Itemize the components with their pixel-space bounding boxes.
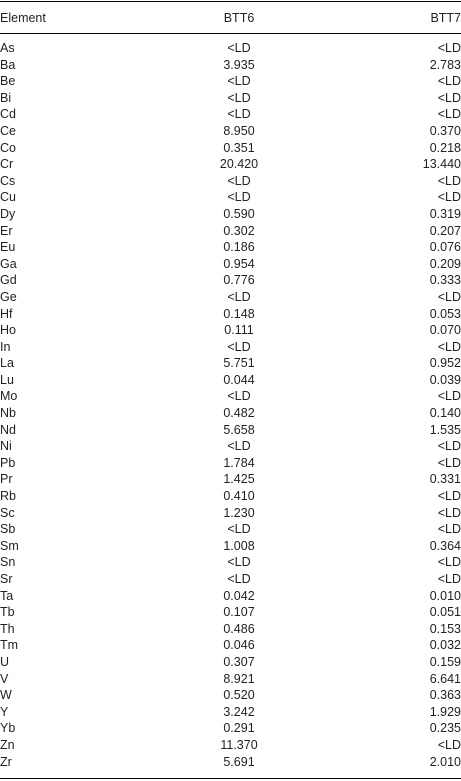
table-row bbox=[0, 521, 461, 538]
table-row bbox=[0, 554, 461, 571]
btt6-value-cell: 0.482 bbox=[223, 406, 255, 421]
element-cell: Cr bbox=[0, 157, 14, 172]
btt6-value-cell: 0.107 bbox=[223, 605, 255, 620]
btt7-value-cell: 0.235 bbox=[429, 721, 461, 736]
column-header-element: Element bbox=[0, 11, 46, 25]
btt6-value-cell: 0.590 bbox=[223, 206, 255, 221]
btt6-value-cell: <LD bbox=[227, 439, 251, 454]
element-cell: Gd bbox=[0, 273, 17, 288]
table-row bbox=[0, 90, 461, 107]
element-cell: Dy bbox=[0, 206, 16, 221]
element-cell: Ni bbox=[0, 439, 12, 454]
table-row bbox=[0, 57, 461, 74]
btt6-value-cell: <LD bbox=[227, 572, 251, 586]
btt6-value-cell: 20.420 bbox=[219, 157, 259, 172]
table-row bbox=[0, 538, 461, 555]
btt6-value-cell: <LD bbox=[227, 107, 251, 122]
btt7-value-cell: 0.218 bbox=[429, 140, 461, 155]
btt6-value-cell: 1.784 bbox=[223, 455, 255, 470]
table-row bbox=[0, 604, 461, 621]
btt7-value-cell: <LD bbox=[437, 489, 461, 504]
btt7-value-cell: 0.051 bbox=[429, 605, 461, 620]
btt6-value-cell: 3.242 bbox=[223, 704, 255, 719]
btt7-value-cell: <LD bbox=[437, 41, 461, 55]
table-row bbox=[0, 322, 461, 339]
btt7-value-cell: 0.333 bbox=[429, 273, 461, 288]
btt7-value-cell: 0.070 bbox=[429, 323, 461, 338]
element-cell: Lu bbox=[0, 372, 14, 387]
table-row bbox=[0, 189, 461, 206]
table-row bbox=[0, 173, 461, 190]
btt6-value-cell: <LD bbox=[227, 522, 251, 537]
element-cell: Be bbox=[0, 74, 16, 89]
table-row bbox=[0, 671, 461, 688]
element-cell: U bbox=[0, 654, 10, 669]
btt7-value-cell: 6.641 bbox=[429, 671, 461, 686]
element-cell: Zn bbox=[0, 737, 15, 752]
btt6-value-cell: 0.954 bbox=[223, 256, 255, 271]
btt7-value-cell: 0.207 bbox=[429, 223, 461, 238]
btt7-value-cell: <LD bbox=[437, 505, 461, 520]
btt7-value-cell: 0.039 bbox=[429, 372, 461, 387]
btt7-value-cell: <LD bbox=[437, 107, 461, 122]
table-row bbox=[0, 256, 461, 273]
btt6-value-cell: 0.042 bbox=[223, 588, 255, 603]
btt7-value-cell: 2.010 bbox=[429, 754, 461, 769]
table-row bbox=[0, 223, 461, 240]
btt6-value-cell: 1.230 bbox=[223, 505, 255, 520]
element-cell: Co bbox=[0, 140, 16, 155]
table-row bbox=[0, 239, 461, 256]
table-row bbox=[0, 372, 461, 389]
table-row bbox=[0, 505, 461, 522]
btt6-value-cell: 0.302 bbox=[223, 223, 255, 238]
table-header-rule bbox=[0, 33, 461, 34]
btt6-value-cell: 0.186 bbox=[223, 240, 255, 255]
table-row bbox=[0, 339, 461, 356]
table-row bbox=[0, 289, 461, 306]
btt7-value-cell: 0.153 bbox=[429, 621, 461, 636]
btt7-value-cell: 0.159 bbox=[429, 654, 461, 669]
btt7-value-cell: <LD bbox=[437, 555, 461, 570]
table-row bbox=[0, 654, 461, 671]
element-cell: Eu bbox=[0, 240, 16, 255]
table-row bbox=[0, 355, 461, 372]
table-row bbox=[0, 588, 461, 605]
element-cell: Hf bbox=[0, 306, 13, 321]
btt6-value-cell: <LD bbox=[227, 173, 251, 188]
table-row bbox=[0, 206, 461, 223]
table-row bbox=[0, 106, 461, 123]
btt6-value-cell: 5.658 bbox=[223, 422, 255, 437]
table-header-row bbox=[0, 2, 461, 33]
element-cell: Tb bbox=[0, 605, 15, 620]
element-cell: Sr bbox=[0, 572, 13, 586]
btt6-value-cell: <LD bbox=[227, 389, 251, 404]
element-cell: Ga bbox=[0, 256, 17, 271]
btt7-value-cell: <LD bbox=[437, 74, 461, 89]
column-header-btt6: BTT6 bbox=[223, 11, 255, 25]
btt7-value-cell: <LD bbox=[437, 90, 461, 105]
element-cell: Ta bbox=[0, 588, 14, 603]
btt7-value-cell: <LD bbox=[437, 439, 461, 454]
btt7-value-cell: 0.370 bbox=[429, 123, 461, 138]
table-row bbox=[0, 571, 461, 588]
btt7-value-cell: <LD bbox=[437, 455, 461, 470]
btt7-value-cell: 0.076 bbox=[429, 240, 461, 255]
btt6-value-cell: <LD bbox=[227, 90, 251, 105]
btt7-value-cell: <LD bbox=[437, 339, 461, 354]
table-row bbox=[0, 471, 461, 488]
btt6-value-cell: 8.950 bbox=[223, 123, 255, 138]
table-row bbox=[0, 704, 461, 721]
table-row bbox=[0, 272, 461, 289]
btt6-value-cell: <LD bbox=[227, 190, 251, 205]
element-cell: Rb bbox=[0, 489, 16, 504]
table-body bbox=[0, 40, 461, 770]
btt6-value-cell: 8.921 bbox=[223, 671, 255, 686]
btt7-value-cell: <LD bbox=[437, 173, 461, 188]
btt7-value-cell: 0.209 bbox=[429, 256, 461, 271]
btt6-value-cell: <LD bbox=[227, 289, 251, 304]
table-row bbox=[0, 438, 461, 455]
table-row bbox=[0, 306, 461, 323]
btt6-value-cell: <LD bbox=[227, 41, 251, 55]
element-cell: Cs bbox=[0, 173, 16, 188]
btt7-value-cell: <LD bbox=[437, 737, 461, 752]
table-row bbox=[0, 140, 461, 157]
column-header-btt7: BTT7 bbox=[430, 11, 461, 25]
element-cell: Nd bbox=[0, 422, 16, 437]
table-bottom-rule bbox=[0, 778, 461, 779]
element-cell: Cd bbox=[0, 107, 16, 122]
element-cell: Y bbox=[0, 704, 9, 719]
btt7-value-cell: 0.010 bbox=[429, 588, 461, 603]
element-cell: In bbox=[0, 339, 11, 354]
btt6-value-cell: 0.291 bbox=[223, 721, 255, 736]
btt7-value-cell: 0.364 bbox=[429, 538, 461, 553]
element-cell: V bbox=[0, 671, 9, 686]
btt7-value-cell: 1.535 bbox=[429, 422, 461, 437]
btt6-value-cell: 0.111 bbox=[224, 323, 254, 338]
element-cell: As bbox=[0, 41, 15, 55]
element-cell: Ce bbox=[0, 123, 16, 138]
table-row bbox=[0, 40, 461, 57]
btt6-value-cell: 0.148 bbox=[223, 306, 255, 321]
table-row bbox=[0, 405, 461, 422]
element-cell: Sn bbox=[0, 555, 16, 570]
btt6-value-cell: 0.351 bbox=[223, 140, 255, 155]
element-cell: Ge bbox=[0, 289, 17, 304]
table-row bbox=[0, 455, 461, 472]
element-cell: Nb bbox=[0, 406, 16, 421]
btt7-value-cell: 0.053 bbox=[429, 306, 461, 321]
element-cell: Mo bbox=[0, 389, 18, 404]
element-cell: Ho bbox=[0, 323, 16, 338]
btt6-value-cell: 0.044 bbox=[223, 372, 255, 387]
btt7-value-cell: 0.140 bbox=[429, 406, 461, 421]
btt7-value-cell: <LD bbox=[437, 572, 461, 586]
btt6-value-cell: 0.046 bbox=[223, 638, 255, 653]
table-row bbox=[0, 687, 461, 704]
btt6-value-cell: 3.935 bbox=[223, 57, 255, 72]
element-cell: Ba bbox=[0, 57, 16, 72]
btt7-value-cell: 1.929 bbox=[429, 704, 461, 719]
element-cell: Sc bbox=[0, 505, 15, 520]
btt7-value-cell: 0.319 bbox=[429, 206, 461, 221]
element-cell: W bbox=[0, 688, 12, 703]
element-cell: Zr bbox=[0, 754, 12, 769]
btt6-value-cell: 5.691 bbox=[223, 754, 255, 769]
btt7-value-cell: 0.032 bbox=[429, 638, 461, 653]
btt7-value-cell: <LD bbox=[437, 389, 461, 404]
btt7-value-cell: 13.440 bbox=[422, 157, 461, 172]
element-cell: Sb bbox=[0, 522, 16, 537]
btt6-value-cell: <LD bbox=[227, 555, 251, 570]
table-row bbox=[0, 621, 461, 638]
btt6-value-cell: 0.520 bbox=[223, 688, 255, 703]
btt7-value-cell: <LD bbox=[437, 190, 461, 205]
btt6-value-cell: 5.751 bbox=[223, 356, 255, 371]
element-cell: Pb bbox=[0, 455, 16, 470]
btt7-value-cell: <LD bbox=[437, 289, 461, 304]
element-cell: Tm bbox=[0, 638, 19, 653]
table-row bbox=[0, 123, 461, 140]
btt7-value-cell: 0.331 bbox=[429, 472, 461, 487]
table-row bbox=[0, 422, 461, 439]
element-cell: Er bbox=[0, 223, 13, 238]
element-cell: Sm bbox=[0, 538, 19, 553]
element-cell: La bbox=[0, 356, 14, 371]
element-cell: Cu bbox=[0, 190, 16, 205]
btt6-value-cell: <LD bbox=[227, 339, 251, 354]
btt6-value-cell: 0.486 bbox=[223, 621, 255, 636]
table-row bbox=[0, 388, 461, 405]
btt7-value-cell: 0.363 bbox=[429, 688, 461, 703]
btt7-value-cell: <LD bbox=[437, 522, 461, 537]
btt6-value-cell: 1.425 bbox=[223, 472, 255, 487]
btt6-value-cell: 0.776 bbox=[223, 273, 255, 288]
element-cell: Pr bbox=[0, 472, 13, 487]
element-cell: Th bbox=[0, 621, 15, 636]
table-row bbox=[0, 156, 461, 173]
btt7-value-cell: 0.952 bbox=[429, 356, 461, 371]
btt6-value-cell: 1.008 bbox=[223, 538, 255, 553]
btt6-value-cell: <LD bbox=[227, 74, 251, 89]
element-cell: Yb bbox=[0, 721, 16, 736]
btt6-value-cell: 0.410 bbox=[223, 489, 255, 504]
btt7-value-cell: 2.783 bbox=[429, 57, 461, 72]
table-row bbox=[0, 488, 461, 505]
table-row bbox=[0, 637, 461, 654]
table-row bbox=[0, 73, 461, 90]
table-row bbox=[0, 720, 461, 737]
btt6-value-cell: 11.370 bbox=[220, 737, 258, 752]
table-row bbox=[0, 737, 461, 754]
table-row bbox=[0, 754, 461, 771]
btt6-value-cell: 0.307 bbox=[223, 654, 255, 669]
element-cell: Bi bbox=[0, 90, 12, 105]
